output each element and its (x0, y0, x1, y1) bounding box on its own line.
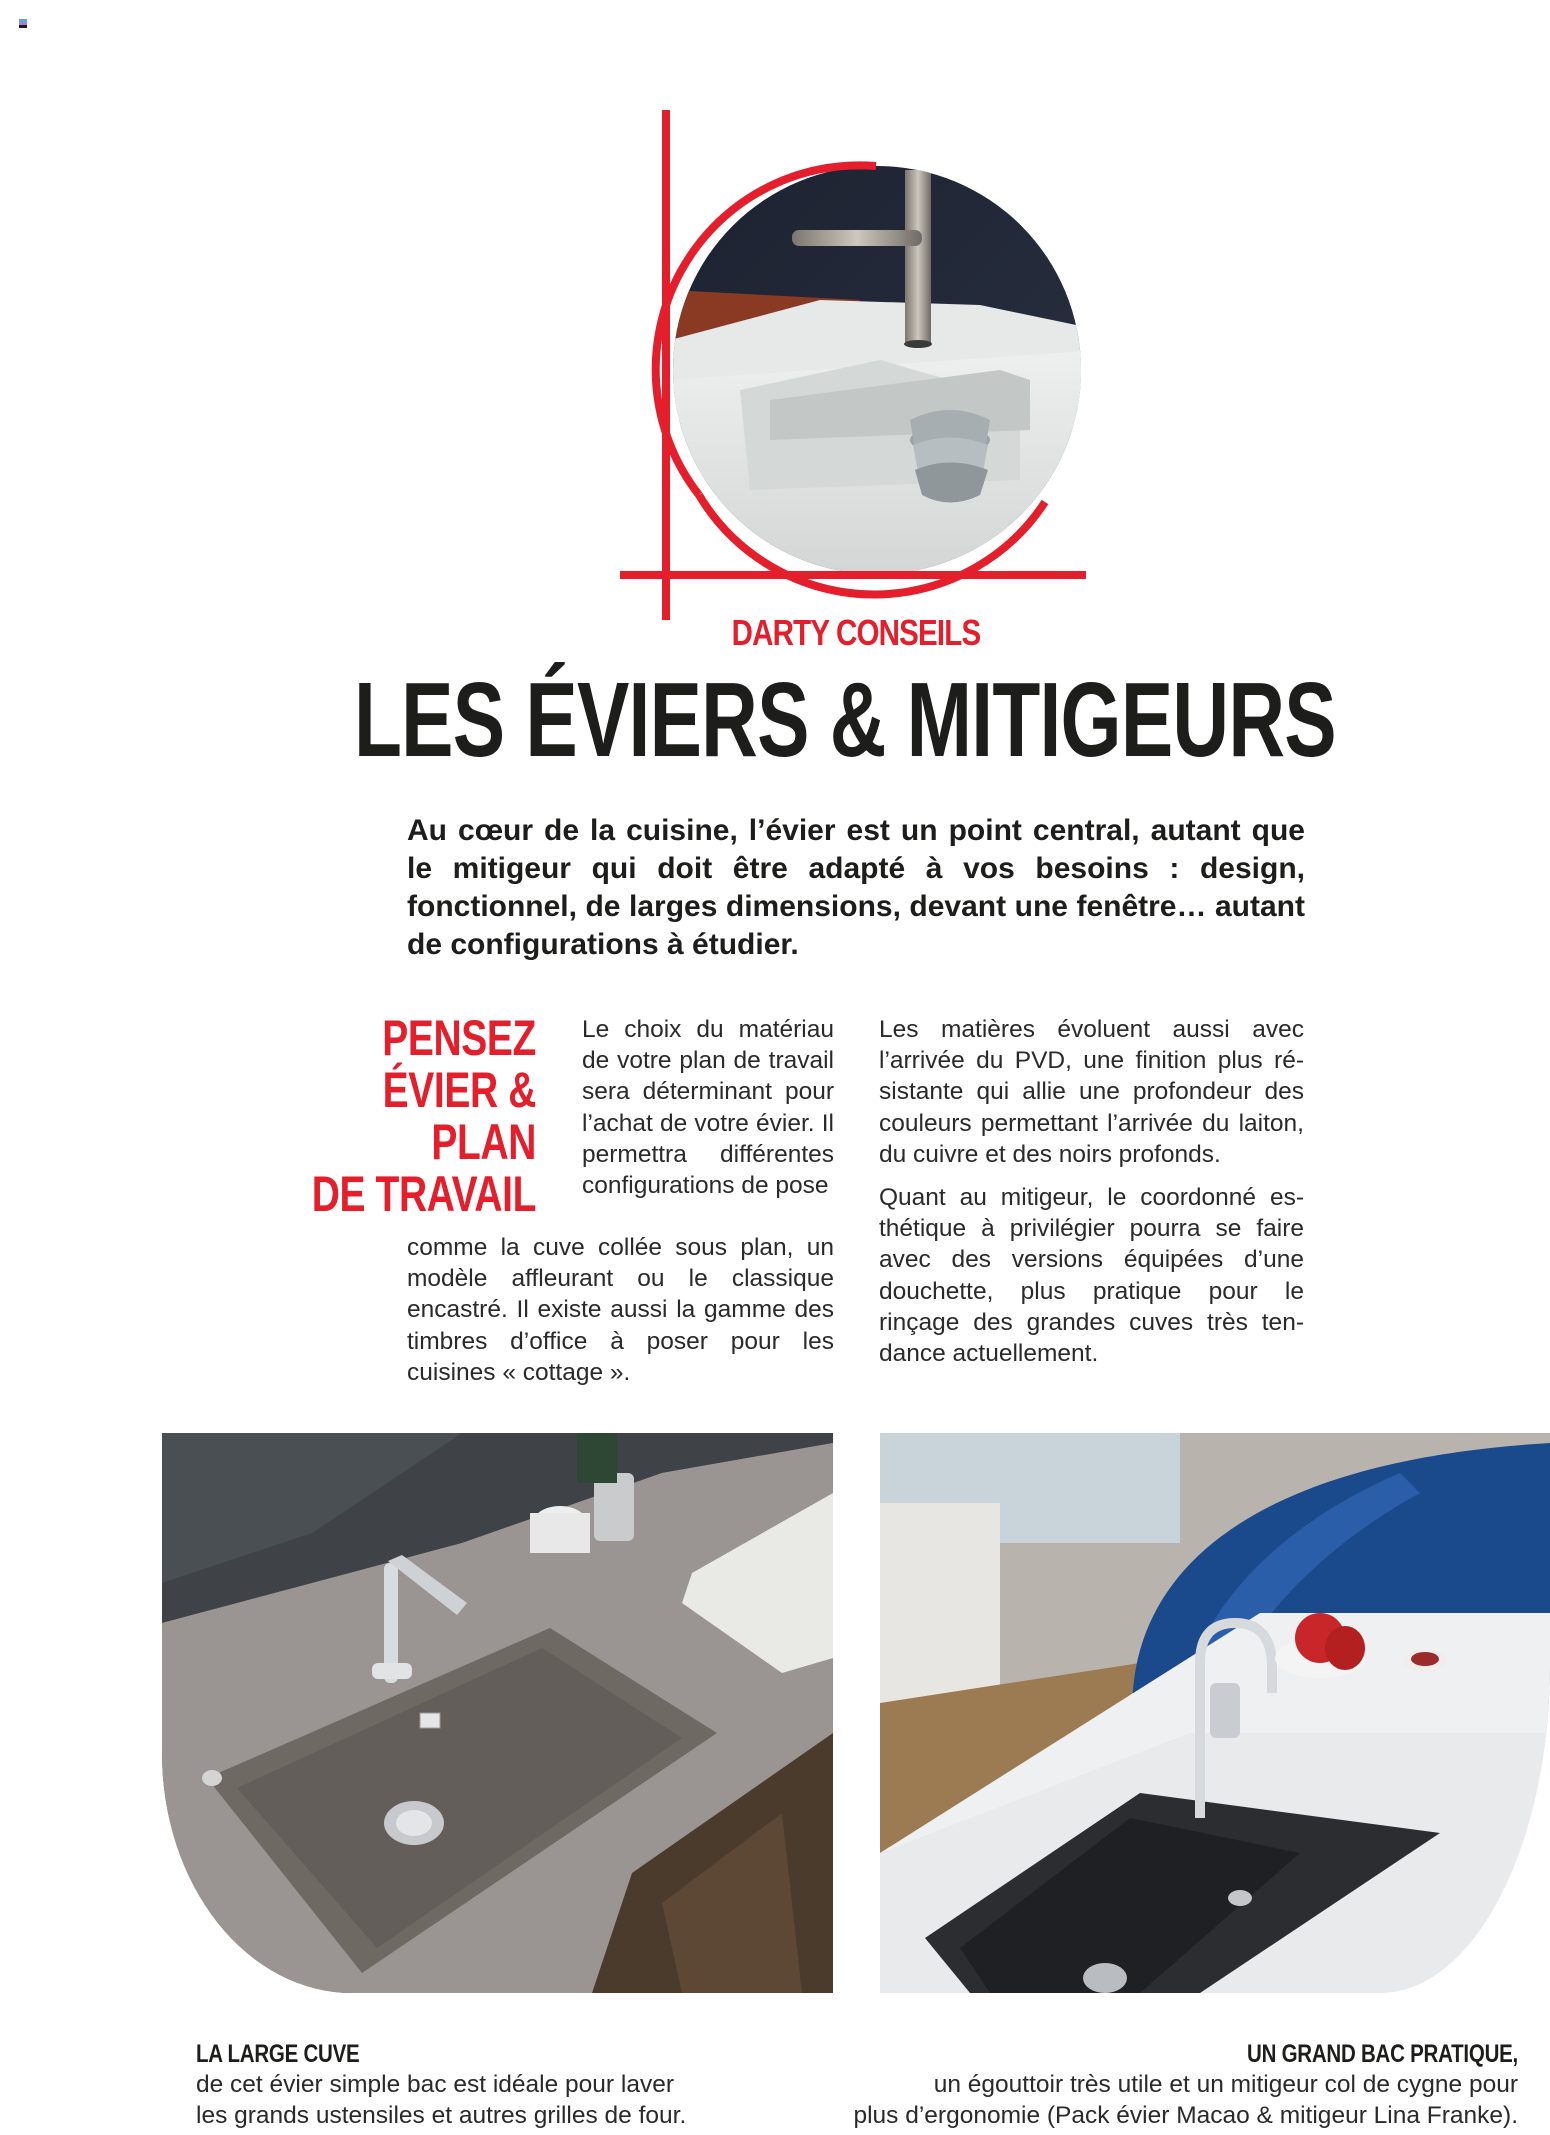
column1-text-bottom: comme la cuve collée sous plan, un modèle affleurant ou le classique encastré. Il existe aussi la gamme des timbres d’office à poser pour les cuisines « cottage ». (407, 1234, 834, 1386)
color-mark (19, 19, 27, 28)
caption-title: LA LARGE CUVE (196, 2040, 360, 2068)
caption-body-line: un égouttoir très utile et un mitigeur col de cygne pour (933, 2071, 1518, 2098)
page-title: LES ÉVIERS & MITIGEURS (354, 661, 1336, 779)
red-horizontal-line (620, 571, 1086, 579)
column2-paragraph-2: Quant au mitigeur, le coordonné esthétique à privilégier pourra se faire avec des versions équipées d’une douchette, plus pratique pour le rinçage des grandes cuves très tendance actuellement. (879, 1184, 1304, 1368)
caption-body-line: de cet évier simple bac est idéale pour laver (196, 2071, 675, 2098)
kicker-darty-conseils: DARTY CONSEILS (731, 612, 981, 653)
column2-paragraph-1: Les matières évoluent aussi avec l’arrivée du PVD, une finition plus résistante qui allie une profondeur des couleurs permettant l’arrivée du laiton, du cuivre et des noirs profonds. (879, 1016, 1304, 1168)
column1-text-top: Le choix du matériau de votre plan de travail sera déterminant pour l’achat de votre évier. Il permettra différentes configurations de pose (582, 1016, 834, 1200)
caption-grand-bac (790, 2040, 1518, 2131)
side-heading-line: ÉVIER & PLAN (382, 1062, 536, 1170)
hero-sink-circle-graphic (600, 100, 1120, 620)
hero-illustration (600, 100, 1120, 620)
lede-paragraph: Au cœur de la cuisine, l’évier est un point central, autant que le mitigeur qui doit être adapté à vos besoins : design, fonctionnel, de larges dimensions, devant une fenêtre… autant de configurations à étudier. (407, 814, 1305, 961)
side-heading-line: DE TRAVAIL (311, 1166, 536, 1222)
red-vertical-line (662, 110, 670, 620)
column2-text (879, 1014, 1304, 1381)
caption-body-line: les grands ustensiles et autres grilles de four. (196, 2102, 687, 2129)
black-sink-image (880, 1433, 1550, 1993)
grey-sink-image (162, 1433, 833, 1993)
photo-grey-sink (162, 1433, 833, 1993)
side-heading-line: PENSEZ (382, 1010, 536, 1066)
photo-black-sink (880, 1433, 1550, 1993)
caption-title: UN GRAND BAC PRATIQUE, (1247, 2040, 1518, 2068)
caption-body-line: plus d’ergonomie (Pack évier Macao & mitigeur Lina Franke). (853, 2102, 1518, 2129)
caption-large-cuve (196, 2040, 796, 2131)
side-heading (297, 1012, 536, 1220)
